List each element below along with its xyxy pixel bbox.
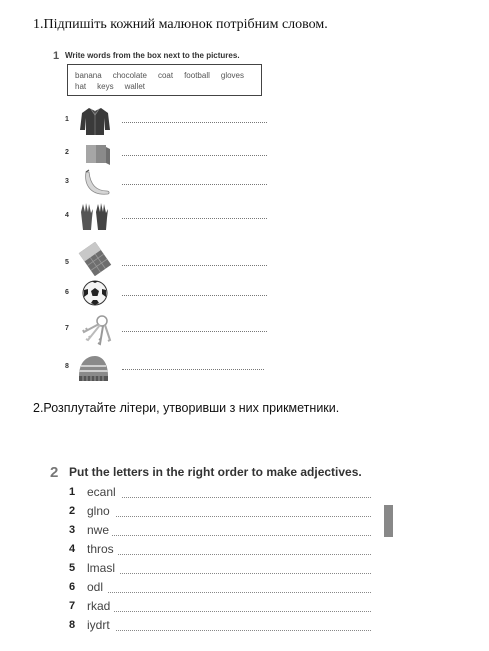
answer-line[interactable] xyxy=(122,122,267,123)
answer-line[interactable] xyxy=(116,630,371,631)
picture-item-number: 4 xyxy=(65,212,69,219)
football-icon xyxy=(80,277,114,311)
answer-line[interactable] xyxy=(114,611,371,612)
word-coat: coat xyxy=(157,71,174,80)
word-box xyxy=(67,64,262,96)
gloves-icon xyxy=(78,200,112,234)
answer-line[interactable] xyxy=(112,535,371,536)
answer-line[interactable] xyxy=(122,331,267,332)
picture-item-number: 5 xyxy=(65,259,69,266)
answer-line[interactable] xyxy=(108,592,371,593)
picture-item-number: 7 xyxy=(65,325,69,332)
answer-line[interactable] xyxy=(118,554,371,555)
hat-icon xyxy=(75,350,111,386)
scrambled-word: thros xyxy=(87,542,114,556)
adjective-item-number: 2 xyxy=(69,505,76,517)
page-edge-tab xyxy=(384,505,393,537)
picture-item-number: 2 xyxy=(65,149,69,156)
answer-line[interactable] xyxy=(122,369,264,370)
word-chocolate: chocolate xyxy=(112,71,147,80)
picture-item-number: 1 xyxy=(65,116,69,123)
scrambled-word: iydrt xyxy=(87,618,110,632)
word-wallet: wallet xyxy=(124,82,146,91)
exercise2-number: 2 xyxy=(50,464,59,481)
scrambled-word: lmasl xyxy=(87,561,116,575)
answer-line[interactable] xyxy=(122,295,267,296)
picture-item-number: 6 xyxy=(65,289,69,296)
picture-item-number: 8 xyxy=(65,363,69,370)
word-box-row-1 xyxy=(75,70,254,81)
adjective-item-number: 8 xyxy=(69,619,76,631)
picture-item-number: 3 xyxy=(65,178,69,185)
answer-line[interactable] xyxy=(122,497,371,498)
chocolate-icon xyxy=(78,242,112,276)
adjective-item-number: 5 xyxy=(69,562,76,574)
scrambled-word: glno xyxy=(87,504,110,518)
exercise1-instruction: Write words from the box next to the pictures. xyxy=(65,51,240,60)
word-football: football xyxy=(184,71,210,80)
scrambled-word: odl xyxy=(87,580,104,594)
exercise2-instruction: Put the letters in the right order to make adjectives. xyxy=(69,465,362,479)
adjective-item-number: 1 xyxy=(69,486,76,498)
answer-line[interactable] xyxy=(122,184,267,185)
adjective-item-number: 7 xyxy=(69,600,76,612)
adjective-item-number: 6 xyxy=(69,581,76,593)
keys-icon xyxy=(78,312,114,348)
scrambled-word: ecanl xyxy=(87,485,116,499)
word-keys: keys xyxy=(97,82,114,91)
word-box-row-2 xyxy=(75,81,254,92)
word-gloves: gloves xyxy=(220,71,244,80)
exercise1-number: 1 xyxy=(53,50,60,62)
answer-line[interactable] xyxy=(120,573,371,574)
banana-icon xyxy=(80,166,114,200)
adjective-item-number: 3 xyxy=(69,524,76,536)
coat-icon xyxy=(78,104,112,138)
answer-line[interactable] xyxy=(122,155,267,156)
answer-line[interactable] xyxy=(122,218,267,219)
word-banana: banana xyxy=(75,71,102,80)
task1-heading: 1.Підпишіть кожний малюнок потрібним словом. xyxy=(33,17,328,32)
scrambled-word: nwe xyxy=(87,523,110,537)
answer-line[interactable] xyxy=(116,516,371,517)
scrambled-word: rkad xyxy=(87,599,111,613)
adjective-item-number: 4 xyxy=(69,543,76,555)
word-hat: hat xyxy=(75,82,87,91)
answer-line[interactable] xyxy=(122,265,267,266)
task2-heading: 2.Розплутайте літери, утворивши з них прикметники. xyxy=(33,401,340,415)
